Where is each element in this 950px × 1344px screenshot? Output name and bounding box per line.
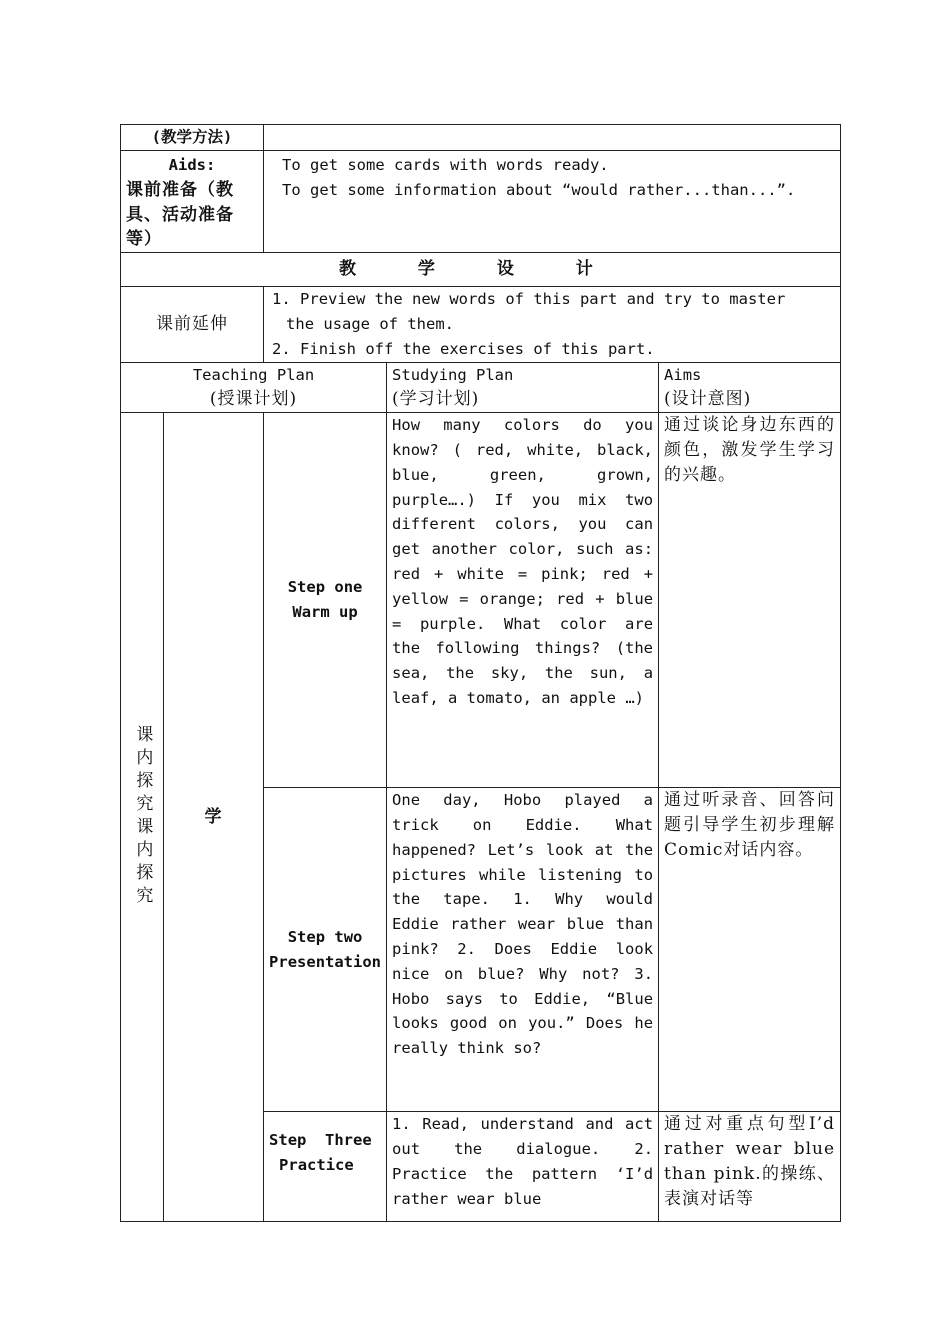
preview-item-1-cont: the usage of them. bbox=[286, 314, 455, 333]
preview-row bbox=[121, 287, 841, 362]
step-name-line-2: Warm up bbox=[292, 603, 358, 622]
column-header-row bbox=[121, 362, 841, 413]
preview-item-2: 2. Finish off the exercises of this part. bbox=[272, 339, 655, 358]
step-name-cell bbox=[264, 1112, 387, 1222]
design-title-row bbox=[121, 253, 841, 287]
aids-label-en: Aids: bbox=[168, 156, 216, 174]
step-name-cell bbox=[264, 413, 387, 788]
lesson-plan-table bbox=[120, 124, 841, 1222]
method-row bbox=[121, 125, 841, 151]
step-row bbox=[121, 413, 841, 788]
aids-line-2: To get some information about “would rather...than...”. bbox=[282, 180, 796, 199]
step-name-line-2: Practice bbox=[279, 1155, 354, 1174]
aims-en: Aims bbox=[664, 365, 702, 384]
preview-item-1: 1. Preview the new words of this part and try to master bbox=[272, 290, 786, 309]
aids-row bbox=[121, 151, 841, 253]
step-name-line-1: Step Three bbox=[269, 1131, 372, 1150]
preview-label: 课前延伸 bbox=[121, 287, 264, 362]
studying-plan-en: Studying Plan bbox=[392, 365, 514, 384]
step-name-line-2: Presentation bbox=[269, 952, 382, 971]
side-label: 课内探究课内探究 bbox=[132, 725, 153, 910]
step-studying-cell: One day, Hobo played a trick on Eddie. What happened? Let’s look at the pictures while listening to the tape. 1. Why would Eddie rather wear blue than pink? 2. Does Eddie look nice on blue? Why not? 3. Hobo says to Eddie, “Blue looks good on you.” Does he really think so? bbox=[387, 788, 659, 1112]
side-label-cell bbox=[121, 413, 164, 1222]
method-label: (教学方法) bbox=[121, 125, 264, 151]
step-studying-cell: How many colors do you know? ( red, white, black, blue, green, grown, purple….) If you mix two different colors, you can get another color, such as: red + white = pink; red + yellow = orange; red + blue = purple. What color are the following things? (the sea, the sky, the sun, a leaf, a tomato, an apple …) bbox=[387, 413, 659, 788]
aims-cn: (设计意图) bbox=[664, 389, 752, 410]
aids-label-cn: 课前准备（教具、活动准备等） bbox=[126, 179, 234, 250]
aids-label-cell bbox=[121, 151, 264, 253]
teaching-plan-header bbox=[121, 362, 387, 413]
teaching-plan-cn: (授课计划) bbox=[209, 389, 298, 410]
aids-line-1: To get some cards with words ready. bbox=[282, 156, 609, 174]
teaching-plan-en: Teaching Plan bbox=[192, 365, 315, 384]
method-value bbox=[264, 125, 841, 151]
stage-label: 学 bbox=[164, 413, 264, 1222]
step-aims-cell: 通过听录音、回答问题引导学生初步理解Comic对话内容。 bbox=[659, 788, 841, 1112]
step-aims-cell: 通过谈论身边东西的颜色，激发学生学习的兴趣。 bbox=[659, 413, 841, 788]
aims-header bbox=[659, 362, 841, 413]
step-aims-cell: 通过对重点句型I’d rather wear blue than pink.的操练、表演对话等 bbox=[659, 1112, 841, 1222]
studying-plan-header bbox=[387, 362, 659, 413]
step-name-line-1: Step two bbox=[287, 927, 363, 946]
aids-content-cell bbox=[264, 151, 841, 253]
studying-plan-cn: (学习计划) bbox=[392, 389, 480, 410]
design-title: 教 学 设 计 bbox=[339, 259, 621, 280]
preview-content-cell bbox=[264, 287, 841, 362]
step-studying-cell: 1. Read, understand and act out the dialogue. 2. Practice the pattern ‘I’d rather wear blue bbox=[387, 1112, 659, 1222]
step-name-line-1: Step one bbox=[287, 578, 363, 597]
step-name-cell bbox=[264, 788, 387, 1112]
